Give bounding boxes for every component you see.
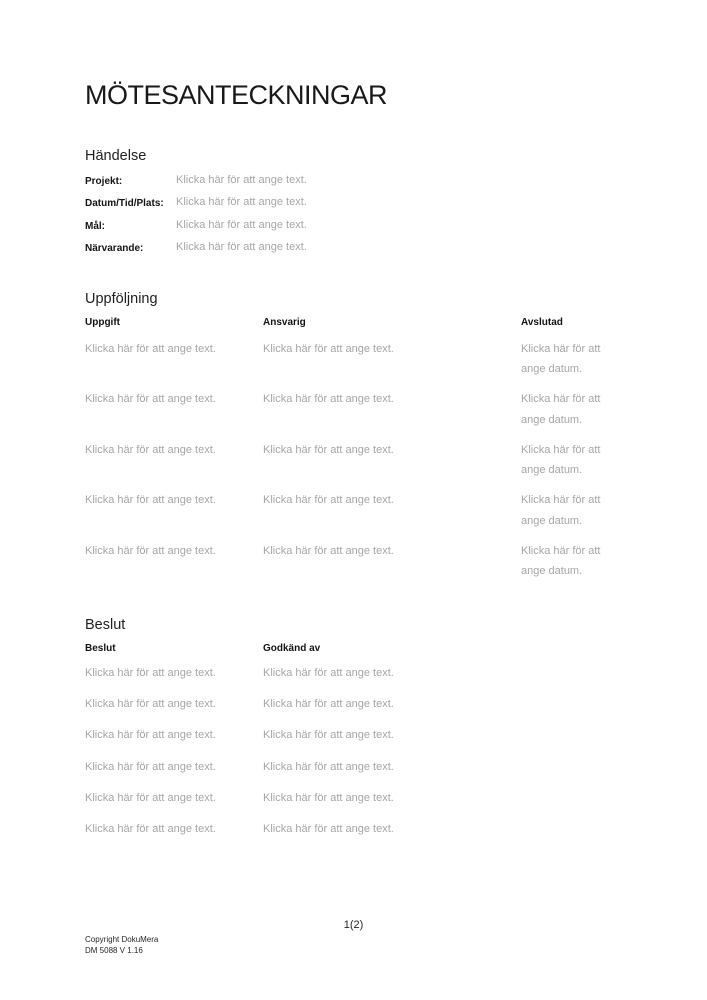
field-label-mal: Mål: <box>85 220 105 232</box>
uppgift-placeholder-row5[interactable]: Klicka här för att ange text. <box>85 544 216 557</box>
avslutad-placeholder-row2[interactable]: Klicka här för att ange datum. <box>521 393 601 426</box>
ansvarig-placeholder-row5[interactable]: Klicka här för att ange text. <box>263 544 394 557</box>
document-footer <box>85 934 158 956</box>
field-label-datum-tid-plats: Datum/Tid/Plats: <box>85 198 164 210</box>
beslut-placeholder-row5[interactable]: Klicka här för att ange text. <box>85 792 216 805</box>
ansvarig-placeholder-row4[interactable]: Klicka här för att ange text. <box>263 494 394 507</box>
page-number: 1(2) <box>343 919 364 931</box>
column-header-godkand-av: Godkänd av <box>263 643 321 654</box>
ansvarig-placeholder-row3[interactable]: Klicka här för att ange text. <box>263 443 394 456</box>
column-header-beslut: Beslut <box>85 643 116 654</box>
avslutad-placeholder-row3[interactable]: Klicka här för att ange datum. <box>521 443 601 477</box>
ansvarig-placeholder-row2[interactable]: Klicka här för att ange text. <box>263 393 394 406</box>
section-heading-uppfoljning: Uppföljning <box>85 291 158 307</box>
beslut-table <box>85 643 463 851</box>
beslut-placeholder-row1[interactable]: Klicka här för att ange text. <box>85 666 216 679</box>
field-placeholder-datum-tid-plats[interactable]: Klicka här för att ange text. <box>176 196 307 209</box>
footer-version: DM 5088 V 1.16 <box>85 946 143 955</box>
handelse-fields <box>85 174 307 263</box>
field-placeholder-mal[interactable]: Klicka här för att ange text. <box>176 218 307 231</box>
uppgift-placeholder-row2[interactable]: Klicka här för att ange text. <box>85 393 216 406</box>
avslutad-placeholder-row1[interactable]: Klicka här för att ange datum. <box>521 342 601 375</box>
godkand-av-placeholder-row2[interactable]: Klicka här för att ange text. <box>263 697 394 710</box>
avslutad-placeholder-row4[interactable]: Klicka här för att ange datum. <box>521 494 601 527</box>
uppgift-placeholder-row3[interactable]: Klicka här för att ange text. <box>85 443 216 456</box>
beslut-placeholder-row6[interactable]: Klicka här för att ange text. <box>85 823 216 836</box>
godkand-av-placeholder-row5[interactable]: Klicka här för att ange text. <box>263 792 394 805</box>
column-header-ansvarig: Ansvarig <box>263 317 306 328</box>
field-label-narvarande: Närvarande: <box>85 242 144 254</box>
uppgift-placeholder-row1[interactable]: Klicka här för att ange text. <box>85 342 216 355</box>
beslut-placeholder-row4[interactable]: Klicka här för att ange text. <box>85 760 216 773</box>
uppgift-placeholder-row4[interactable]: Klicka här för att ange text. <box>85 494 216 507</box>
column-header-avslutad: Avslutad <box>521 317 563 328</box>
ansvarig-placeholder-row1[interactable]: Klicka här för att ange text. <box>263 342 394 355</box>
document-title: MÖTESANTECKNINGAR <box>85 80 388 110</box>
field-label-projekt: Projekt: <box>85 176 123 187</box>
beslut-placeholder-row3[interactable]: Klicka här för att ange text. <box>85 729 216 742</box>
section-heading-beslut: Beslut <box>85 617 126 633</box>
godkand-av-placeholder-row3[interactable]: Klicka här för att ange text. <box>263 729 394 742</box>
section-heading-handelse: Händelse <box>85 148 147 164</box>
beslut-placeholder-row2[interactable]: Klicka här för att ange text. <box>85 697 216 710</box>
uppfoljning-table <box>85 317 622 591</box>
godkand-av-placeholder-row4[interactable]: Klicka här för att ange text. <box>263 760 394 773</box>
field-placeholder-narvarande[interactable]: Klicka här för att ange text. <box>176 240 307 253</box>
avslutad-placeholder-row5[interactable]: Klicka här för att ange datum. <box>521 544 601 578</box>
column-header-uppgift: Uppgift <box>85 317 120 328</box>
footer-copyright: Copyright DokuMera <box>85 935 159 944</box>
field-placeholder-projekt[interactable]: Klicka här för att ange text. <box>176 174 307 186</box>
godkand-av-placeholder-row6[interactable]: Klicka här för att ange text. <box>263 823 394 836</box>
godkand-av-placeholder-row1[interactable]: Klicka här för att ange text. <box>263 666 394 679</box>
